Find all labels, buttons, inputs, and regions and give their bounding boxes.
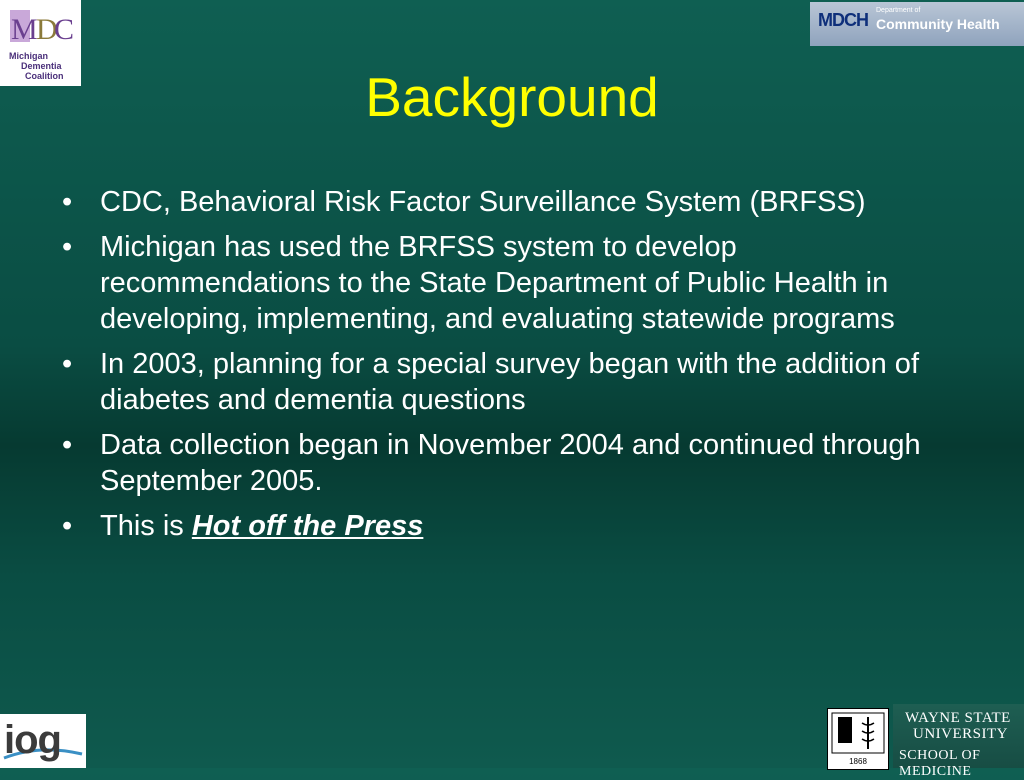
wsu-logo-line1: WAYNE STATE <box>905 710 1011 726</box>
bullet-item <box>62 184 972 220</box>
iog-logo-text: iog <box>4 718 61 762</box>
mdc-logo-line3: Coalition <box>25 71 64 81</box>
bullet-text: CDC, Behavioral Risk Factor Surveillance System (BRFSS) <box>100 186 866 218</box>
wayne-state-school-of-medicine-logo <box>893 704 1024 779</box>
slide-title: Background <box>365 66 659 128</box>
wsu-seal <box>827 708 889 770</box>
wsu-seal-year: 1868 <box>849 757 867 766</box>
iog-logo <box>0 714 86 768</box>
bullet-item <box>62 427 972 499</box>
bullet-text: In 2003, planning for a special survey began with the addition of diabetes and dementia questions <box>100 348 919 416</box>
bullet-item <box>62 508 972 544</box>
wsu-logo-line2: UNIVERSITY <box>913 726 1008 742</box>
hot-off-the-press-link[interactable]: Hot off the Press <box>191 510 424 542</box>
bullet-text: Michigan has used the BRFSS system to develop recommendations to the State Department of Public Health in developing, implementing, and evaluating statewide programs <box>100 231 895 335</box>
bullet-text: This is <box>100 510 192 542</box>
bullet-marker: • <box>62 429 73 461</box>
mdch-name-label: Community Health <box>876 16 1000 32</box>
bullet-item <box>62 229 972 337</box>
bullet-marker: • <box>62 231 73 263</box>
bullet-marker: • <box>62 186 73 218</box>
bullet-text: Data collection began in November 2004 and continued through September 2005. <box>100 429 921 497</box>
bullet-item <box>62 346 972 418</box>
caduceus-seal-icon <box>828 709 888 759</box>
bullet-marker: • <box>62 510 73 542</box>
mdch-logo <box>810 2 1024 46</box>
mdc-logo-line2: Dementia <box>21 61 62 71</box>
bullet-marker: • <box>62 348 73 380</box>
mdc-logo-mark-icon <box>8 6 74 46</box>
wsu-logo-line3: SCHOOL OF MEDICINE <box>899 748 981 779</box>
svg-text:M: M <box>11 13 38 46</box>
mdc-logo-line1: Michigan <box>9 51 49 61</box>
mdch-logo-mark: MDCH <box>818 10 868 30</box>
mdch-dept-label: Department of <box>876 7 921 14</box>
svg-text:C: C <box>54 13 74 46</box>
svg-text:D: D <box>36 13 58 46</box>
bullet-list <box>62 184 972 553</box>
